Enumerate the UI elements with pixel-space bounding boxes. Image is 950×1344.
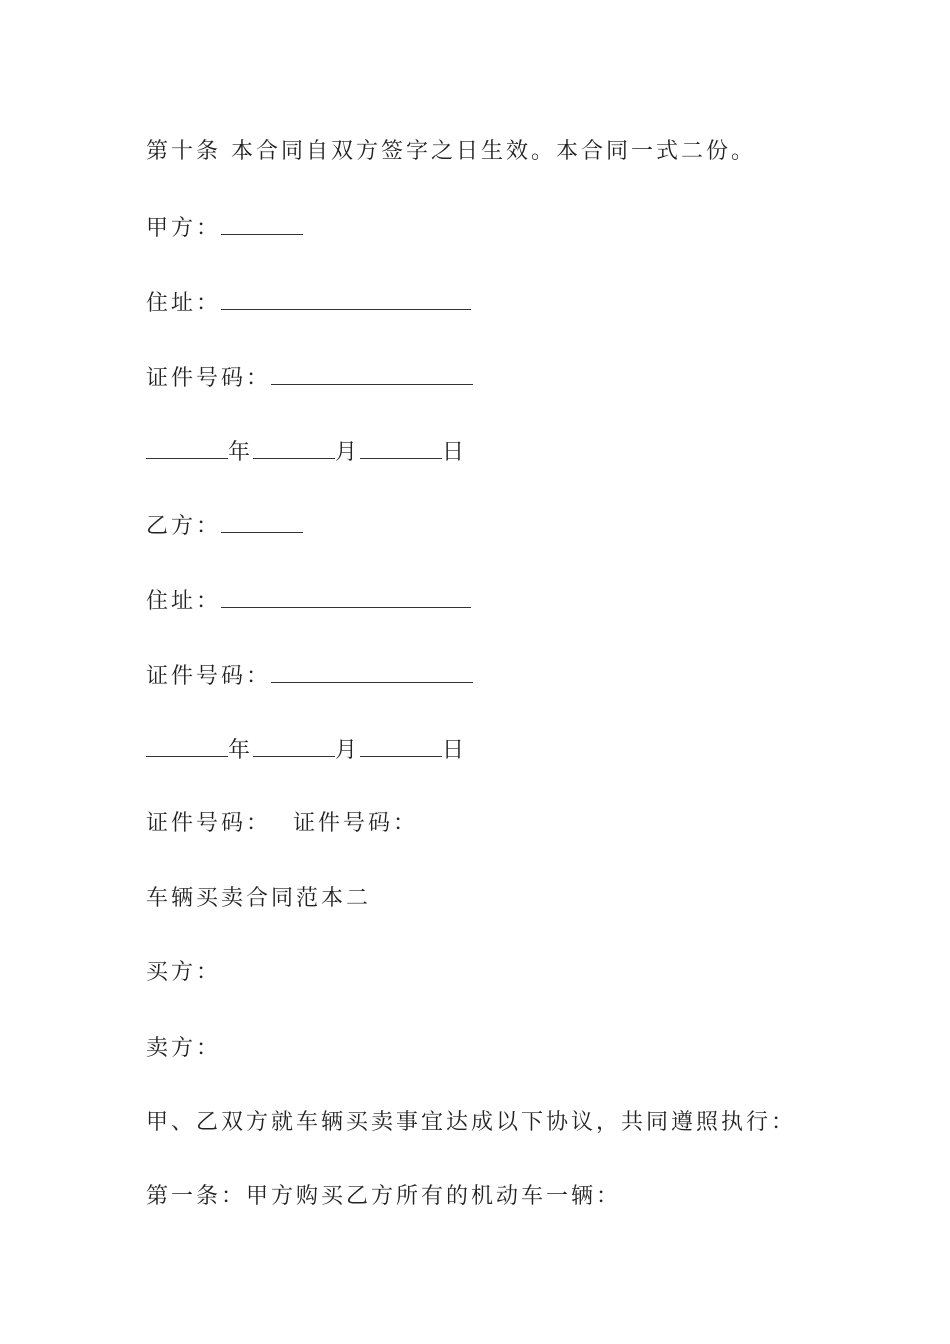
party-a-address-label: 住址：: [146, 291, 222, 316]
party-b-id-blank[interactable]: [271, 660, 473, 683]
party-a-id-label: 证件号码：: [146, 366, 272, 391]
party-b-id-label: 证件号码：: [146, 664, 272, 689]
party-a-month-label: 月: [335, 440, 361, 465]
party-b-month-label: 月: [335, 738, 361, 763]
party-a-name-blank[interactable]: [221, 212, 303, 235]
party-a-month-blank[interactable]: [253, 436, 335, 459]
party-a-day-blank[interactable]: [360, 436, 442, 459]
party-b-month-blank[interactable]: [253, 734, 335, 757]
seller-label: 卖方：: [146, 1036, 222, 1061]
party-b-day-blank[interactable]: [360, 734, 442, 757]
party-b-label: 乙方：: [146, 514, 222, 539]
party-b-address-line: [146, 585, 471, 617]
id-number-label-right: 证件号码：: [293, 811, 419, 836]
party-b-id-line: [146, 660, 473, 692]
party-b-address-label: 住址：: [146, 589, 222, 614]
article-1-text: 第一条：甲方购买乙方所有的机动车一辆：: [146, 1184, 622, 1209]
party-a-address-blank[interactable]: [221, 287, 471, 310]
article-10-text: 第十条 本合同自双方签字之日生效。本合同一式二份。: [146, 139, 756, 164]
party-a-id-line: [146, 362, 473, 394]
party-b-name-blank[interactable]: [221, 510, 303, 533]
party-b-year-label: 年: [228, 738, 254, 763]
party-a-year-blank[interactable]: [146, 436, 228, 459]
party-a-year-label: 年: [228, 440, 254, 465]
party-b-address-blank[interactable]: [221, 585, 471, 608]
party-a-date-line: [146, 436, 467, 468]
party-a-id-blank[interactable]: [271, 362, 473, 385]
party-a-address-line: [146, 287, 471, 319]
id-number-label-left: 证件号码：: [146, 811, 272, 836]
agreement-intro: 甲、乙双方就车辆买卖事宜达成以下协议，共同遵照执行：: [146, 1110, 797, 1135]
party-b-date-line: [146, 734, 467, 766]
party-b-year-blank[interactable]: [146, 734, 228, 757]
party-b-line: [146, 510, 303, 542]
party-a-label: 甲方：: [146, 216, 222, 241]
buyer-label: 买方：: [146, 960, 222, 985]
party-a-day-label: 日: [442, 440, 468, 465]
party-a-line: [146, 212, 303, 244]
party-b-day-label: 日: [442, 738, 468, 763]
id-number-line: [146, 809, 418, 839]
template-2-title: 车辆买卖合同范本二: [146, 886, 372, 911]
